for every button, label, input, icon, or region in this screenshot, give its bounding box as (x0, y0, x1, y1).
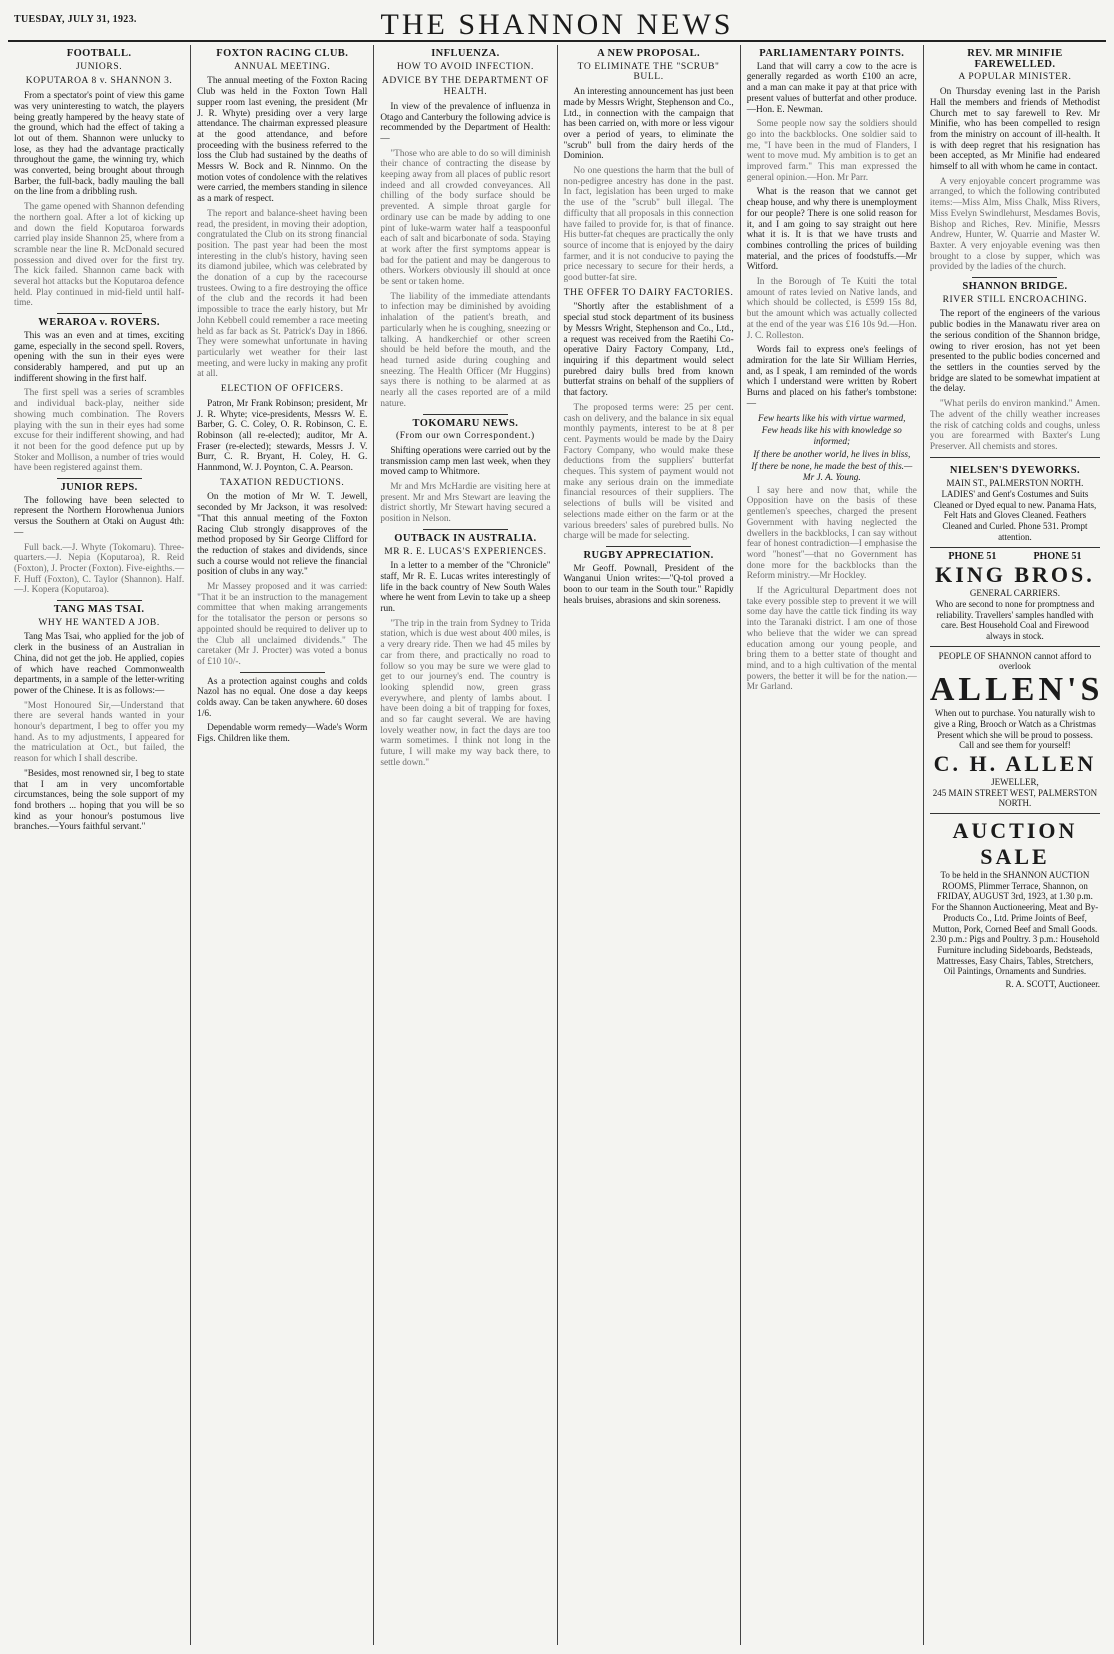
article-paragraph: No one questions the harm that the bull of non-pedigree ancestry has done in the past. In fact, legislation has been urged to make the use of the "scrub" bull illegal. The difficulty that all proposals in this connection have failed to provide for, is that of finance. His butter-fat cheques are practically the only source of income that is enjoyed by the dairy farmer, and it is not conducive to paying the price necessary to secure for their herds, a good butter-fat sire. (563, 166, 734, 284)
match-result: KOPUTAROA 8 v. SHANNON 3. (25, 76, 173, 87)
article-paragraph: "What perils do environ mankind." Amen. The advent of the chilly weather increases the risk of catching colds and coughs, unless you are forearmed with Baxter's Lung Preserver. All chemists and stores. (929, 399, 1101, 452)
firm-name: C. H. ALLEN (933, 750, 1097, 776)
section-heading: RUGBY APPRECIATION. (583, 549, 714, 561)
advertiser-tagline: GENERAL CARRIERS. (969, 588, 1061, 599)
column-1 (8, 45, 191, 1645)
divider (972, 277, 1057, 278)
article-paragraph: The following have been selected to represent the Northern Horowhenua Juniors versus the Southern at Otaki on August 4th:— (14, 495, 185, 538)
article-paragraph: I say here and now that, while the Opposition have on the basis of these gentlemen's speeches, charged the present Government with having neglected the dwellers in the backblocks, I can say without fear of honest contradiction—I emphasise the word "honest"—that no Government has done more for the backblocks than the Reform ministry.—Mr Hockley. (746, 485, 917, 582)
divider (423, 529, 508, 530)
firm-role: JEWELLER, (991, 776, 1039, 787)
article-paragraph: The proposed terms were: 25 per cent. cash on delivery, and the balance in six equal monthly payments, interest to be at 8 per cent. Payments would be made by the Dairy Factory Company, who would make these deductions from the suppliers' butterfat cheques. This system of payment would not make any serious drain on the immediate financial resources of their suppliers. The selections of bulls will be visited and selections made either on the farm or at the various breeders' sales of purebred bulls. No charge will be made for selecting. (563, 402, 734, 542)
article-paragraph: The game opened with Shannon defending the northern goal. After a lot of kicking up and down the field Koputaroa forwards carried play inside Shannon 25, where from a scramble near the line R. McDonald secured possession and dived over for the first try. The kick failed. Shannon came back with several hot attacks but the Koputaroa defence held. Play continued in mid-field until half-time. (14, 202, 185, 309)
article-paragraph: In view of the prevalence of influenza in Otago and Canterbury the following advice is recommended by the Department of Health:— (380, 101, 551, 144)
byline: (From our own Correspondent.) (396, 431, 535, 442)
article-paragraph: An interesting announcement has just been made by Messrs Wright, Stephenson and Co., Ltd., in connection with the campaign that has been carried on, with more or less vigour over a period of years, to eliminate the "scrub" bull from the dairy herds of the Dominion. (563, 87, 734, 162)
article-paragraph: What is the reason that we cannot get cheap house, and why there is unemployment for our people? There is one solid reason for it, and I am going to say straight out here what it is. It is that we have trusts and combines controlling the prices of building material, and the prices of foodstuffs.—Mr Witford. (746, 187, 917, 273)
section-heading: FOXTON RACING CLUB. (216, 48, 349, 59)
article-paragraph: This was an even and at times, exciting game, especially in the second spell. Rovers, opening with the sun in their eyes were considerably hampered, and put up an indifferent showing in the first half. (14, 330, 185, 384)
advertisement-text: As a protection against coughs and colds Nazol has no equal. One dose a day keeps colds away. Can be taken anywhere. 60 doses 1/6. (197, 676, 368, 719)
divider (57, 600, 142, 601)
article-paragraph: In a letter to a member of the "Chronicle" staff, Mr R. E. Lucas writes interestingly of life in the back country of New South Wales where he went from Levin to take up a sheep run. (380, 561, 551, 615)
divider (240, 672, 325, 673)
article-paragraph: The first spell was a series of scrambles and individual back-play, neither side showing much combination. The Rovers playing with the sun in their eyes had some excuse for their indifferent showing, and had it not been for the good defence put up by Stoker and Mollison, a number of tries would have been registered against them. (14, 388, 185, 474)
article-paragraph: On Thursday evening last in the Parish Hall the members and friends of Methodist Church met to say farewell to Rev. Mr Minifie, who has been compelled to resign from the ministry on account of ill-health. It is with deep regret that his resignation has been accepted, as Mr Minifie had endeared himself to all with whom he came in contact. (929, 87, 1101, 173)
column-5 (741, 45, 924, 1645)
section-heading: A NEW PROPOSAL. (597, 48, 701, 59)
phone-numbers (930, 552, 1100, 563)
auction-title: AUCTION SALE (952, 818, 1078, 870)
section-heading: WERAROA v. ROVERS. (38, 317, 160, 329)
newspaper-title: THE SHANNON NEWS (380, 8, 734, 41)
subheading: HOW TO AVOID INFECTION. (396, 61, 534, 72)
article-paragraph: Mr and Mrs McHardie are visiting here at present. Mr and Mrs Stewart are leaving the district shortly, Mr Stewart having secured a position in Nelson. (380, 482, 551, 525)
verse-line: If there be another world, he lives in bliss, (753, 449, 911, 460)
section-heading: SHANNON BRIDGE. (962, 281, 1068, 293)
issue-date: TUESDAY, JULY 31, 1923. (14, 14, 137, 25)
advertiser-name: ALLEN'S (929, 671, 1104, 709)
subheading: TO ELIMINATE THE "SCRUB" BULL. (577, 61, 720, 83)
subheading: ADVICE BY THE DEPARTMENT OF HEALTH. (381, 76, 549, 98)
article-paragraph: "The trip in the train from Sydney to Trida station, which is due west about 400 miles, is a very dreary ride. Then we had 45 miles by car from there, and practically no road to follow so you may be sure we were glad to get to our journey's end. The country is looking splendid now, green grass everywhere, and plenty of lambs about. I have been doing a bit of trapping for foxes, and so far caught several. We are having lovely weather now, in fact the days are too warm sometimes. I think not long in the future, I will make my way back there, to settle down." (380, 618, 551, 768)
section-heading: OUTBACK IN AUSTRALIA. (394, 532, 537, 544)
article-paragraph: On the motion of Mr W. T. Jewell, seconded by Mr Jackson, it was resolved: "That this annual meeting of the Foxton Racing Club strongly disapproves of the method proposed by Sir George Clifford for the reduction of stakes and dividends, since such a course would not relieve the financial position of clubs in any way." (197, 492, 368, 578)
advertisement-allens (929, 646, 1104, 813)
advertiser-name: NIELSEN'S DYEWORKS. (949, 464, 1081, 476)
article-paragraph: The report and balance-sheet having been read, the president, in moving their adoption, congratulated the Club on its strong financial position. The past year had been the most interesting in the club's history, having seen its diamond jubilee, which was celebrated by the donation of a cup by the racecourse trustees. Owing to a fire destroying the office of the club and the records it had been impossible to trace the early history, but Mr John Kebbell could remember a race meeting held as far back as St. Patrick's Day in 1866. They were somewhat unfortunate in having particularly wet weather for their last meeting, and were lucky in making any profit at all. (197, 208, 368, 380)
article-paragraph: From a spectator's point of view this game was very uninteresting to watch, the players being greatly hampered by the heavy state of the ground, which had the effect of taking a lot out of them. Shannon were unlucky to lose, as they had the advantage practically throughout the game, the winning try, which was converted, being brought about through Barber, the full-back, badly mauling the ball on the line from a dribbling rush. (14, 91, 185, 198)
section-heading: FOOTBALL. (66, 48, 132, 59)
advertisement-text: Dependable worm remedy—Wade's Worm Figs. Children like them. (197, 723, 368, 745)
subheading: THE OFFER TO DAIRY FACTORIES. (563, 287, 734, 298)
subheading: RIVER STILL ENCROACHING. (942, 294, 1088, 305)
article-paragraph: The report of the engineers of the various public bodies in the Manawatu river area on the serious condition of the Shannon bridge, owing to river erosion, has not yet been presented to the public bodies concerned and the settlers in the counties served by the bridge are slated to be somewhat impatient at the delay. (929, 309, 1101, 395)
advertisement-text: To be held in the SHANNON AUCTION ROOMS, Plimmer Terrace, Shannon, on FRIDAY, AUGUST 3rd, 1923, at 1.30 p.m. For the Shannon Auctioneering, Meat and By-Products Co., Ltd. Prime Joints of Beef, Mutton, Pork, Corned Beef and Small Goods. 2.30 p.m.: Pigs and Poultry. 3 p.m.: Household Furniture including Sideboards, Bedsteads, Mattresses, Easy Chairs, Tables, Stretchers, Oil Paintings, Ornaments and Sundries. (930, 870, 1100, 977)
advertisement-text: MAIN ST., PALMERSTON NORTH. LADIES' and Gent's Costumes and Suits Cleaned or Dyed equal to new. Panama Hats, Felt Hats and Gloves Cleaned. Feathers Cleaned and Curled. Phone 531. Prompt attention. (933, 478, 1097, 542)
firm-address: 245 MAIN STREET WEST, PALMERSTON NORTH. (932, 787, 1098, 809)
column-3 (374, 45, 557, 1645)
section-heading: REV. MR MINIFIE FAREWELLED. (967, 48, 1063, 70)
article-paragraph: Mr Geoff. Pownall, President of the Wanganui Union writes:—"Q-tol proved a boon to our team in the South tour." Rapidly heals bruises, abrasions and skin soreness. (563, 563, 734, 606)
advertisement-king-bros (930, 547, 1100, 646)
subheading: JUNIORS. (75, 61, 123, 72)
article-paragraph: A very enjoyable concert programme was arranged, to which the following contributed items:—Miss Alm, Miss Chalk, Miss Rivers, Miss Evelyn Swindlehurst, Mesdames Bovis, Bishop and Riches, Rev. Minifie, Messrs Andrew, Hunter, W. Quarrie and Master W. Baxter. A very enjoyable evening was then brought to a close by supper, which was provided by the ladies of the church. (929, 176, 1101, 273)
phone-label: PHONE 51 (1033, 550, 1082, 562)
article-paragraph: Mr Massey proposed and it was carried: "That it be an instruction to the management committee that when making arrangements for the totalisator the person or persons so appointed should be required to deliver up to the Club all unclaimed dividends." The caretaker (Mr J. Procter) was voted a bonus of £10 10/-. (197, 582, 368, 667)
subheading: A POPULAR MINISTER. (958, 72, 1072, 83)
verse-line: Few hearts like his with virtue warmed, (758, 413, 906, 424)
subheading: WHY HE WANTED A JOB. (38, 617, 160, 628)
article-paragraph: Shifting operations were carried out by the transmission camp men last week, when they moved camp to Whitmore. (380, 445, 551, 478)
subheading: ELECTION OF OFFICERS. (220, 384, 344, 395)
advertiser-name: KING BROS. (935, 562, 1095, 588)
article-paragraph: Land that will carry a cow to the acre is generally regarded as worth £100 an acre, and a man can make it pay at that price with present values of butterfat and other produce.—Hon. E. Newman. (746, 61, 917, 115)
article-paragraph: "Those who are able to do so will diminish their chance of contracting the disease by keeping away from all places of public resort indeed and all crowded conveyances. All chilling of the body surface should be prevented. A simple throat gargle for ordinary use can be made by adding to one pint of luke-warm water half a teaspoonful each of salt and bicarbonate of soda. Staying at work after the first symptoms appear is bad for the patient and may be dangerous to others. Workers obviously ill should at once be sent or taken home. (380, 148, 551, 288)
section-heading: INFLUENZA. (431, 48, 500, 59)
article-paragraph: Tang Mas Tsai, who applied for the job of clerk in the business of an Australian in China, did not get the job. He applied, copies of which have reached Commonwealth departments, in a sample of the letter-writing power of the Chinese. It is as follows:— (14, 632, 185, 696)
article-paragraph: The annual meeting of the Foxton Racing Club was held in the Foxton Town Hall supper room last evening, the president (Mr J. R. Whyte) presiding over a very large attendance. The chairman expressed pleasure at the good attendance, and before proceeding with the business referred to the loss the Club had sustained by the deaths of Messrs W. Bock and R. Ninnmo. On the motion votes of condolence with the relatives were carried, the members standing in silence as a mark of respect. (197, 76, 368, 205)
article-paragraph: Some people now say the soldiers should go into the backblocks. One soldier said to me, "I have been in the mud of Flanders, I went to move mud. My ambition is to get an improved farm." This man expressed the general opinion.—Hon. Mr Parr. (746, 119, 917, 183)
column-6 (924, 45, 1106, 1645)
divider (57, 478, 142, 479)
advertisement-dyeworks (930, 457, 1100, 547)
advertisement-intro: PEOPLE OF SHANNON cannot afford to overlook (938, 650, 1092, 672)
subheading: MR R. E. LUCAS'S EXPERIENCES. (384, 546, 547, 557)
auctioneer-signature: R. A. SCOTT, Auctioneer. (1005, 979, 1101, 990)
verse-line: Few heads like his with knowledge so informed; (761, 426, 902, 447)
subheading: ANNUAL MEETING. (234, 61, 331, 72)
masthead (8, 6, 1106, 42)
subheading: TAXATION REDUCTIONS. (220, 477, 345, 488)
section-heading: TANG MAS TSAI. (53, 604, 145, 616)
article-paragraph: In the Borough of Te Kuiti the total amount of rates levied on Native lands, and which should be collected, is £599 15s 8d, but the amount which was actually collected at the end of the year was £16 10s 9d.—Hon. J. C. Rolleston. (746, 277, 917, 341)
column-2 (191, 45, 374, 1645)
section-heading: TOKOMARU NEWS. (412, 417, 519, 429)
section-heading: PARLIAMENTARY POINTS. (759, 48, 905, 59)
column-4 (558, 45, 741, 1645)
advertisement-auction (930, 813, 1100, 1000)
divider (57, 313, 142, 314)
article-paragraph: If the Agricultural Department does not take every possible step to prevent it we will some day have the cattle tick finding its way into the Taranaki district. I am one of those who believe that the wider we can spread education among our young people, and bring them to a better state of thought and mind, and to a high cultivation of the mental powers, the better it will be for the nation.—Mr Garland. (746, 586, 917, 693)
divider (423, 414, 508, 415)
article-paragraph: "Most Honoured Sir,—Understand that there are several hands wanted in your honour's department, I beg to offer you my hand. As to my adjustments, I appeared for the matriculation at Oct., but failed, the reason for which I shall describe. (14, 700, 185, 765)
article-paragraph: Words fail to express one's feelings of admiration for the late Sir William Herries, and, as I speak, I am reminded of the words which I understand were written by Robert Burns and placed on his father's tombstone:— (746, 345, 917, 409)
article-paragraph: The liability of the immediate attendants to infection may be diminished by avoiding inhalation of the patient's breath, and particularly when he is coughing, sneezing or talking. A handkerchief or other screen should be held before the mouth, and the head turned aside during coughing and sneezing. The Health Officer (Mr Huggins) says there is nothing to be alarmed at as nearly all the cases reported are of a mild nature. (380, 291, 551, 409)
article-paragraph: "Besides, most renowned sir, I beg to state that I am in very uncomfortable circumstances, being the sole support of my fond brothers ... hoping that you will be so kind as your honour's postumous live branches.—Yours faithful servant." (14, 768, 185, 833)
columns (8, 45, 1106, 1645)
article-paragraph: Full back.—J. Whyte (Tokomaru). Three-quarters.—J. Nepia (Koputaroa), R. Reid (Foxton), J. Procter (Foxton). Five-eighths.—F. Huff (Foxton), C. Taylor (Shannon). Half.—J. Kopera (Koputaroa). (14, 542, 185, 596)
advertisement-text: When out to purchase. You naturally wish to give a Ring, Brooch or Watch as a Christmas Present which she will be proud to possess. Call and see them for yourself! (934, 708, 1096, 751)
divider (606, 546, 691, 547)
phone-label: PHONE 51 (948, 550, 997, 562)
verse-line: If there be none, he made the best of this.—Mr J. A. Young. (751, 462, 913, 484)
advertisement-text: Who are second to none for promptness and reliability. Travellers' samples handled with care. Best Household Coal and Firewood always in stock. (935, 598, 1095, 642)
article-paragraph: "Shortly after the establishment of a special stud stock department of its business by Messrs Wright, Stephenson and Co., Ltd., a request was received from the Raetihi Co-operative Dairy Factory Company, Ltd., inquiring if this department would select purebred dairy bulls bred from known butterfat strains on behalf of the suppliers of that factory. (563, 302, 734, 399)
article-paragraph: Patron, Mr Frank Robinson; president, Mr J. R. Whyte; vice-presidents, Messrs W. E. Barber, G. C. Coley, O. R. Robinson, C. E. Robinson (all re-elected); auditor, Mr A. Fraser (re-elected); stewards, Messrs J. V. Burr, C. R. Bryant, H. Coley, H. G. Hannmond, W. J. Poynton, C. A. Pearson. (197, 398, 368, 474)
section-heading: JUNIOR REPS. (60, 482, 138, 494)
